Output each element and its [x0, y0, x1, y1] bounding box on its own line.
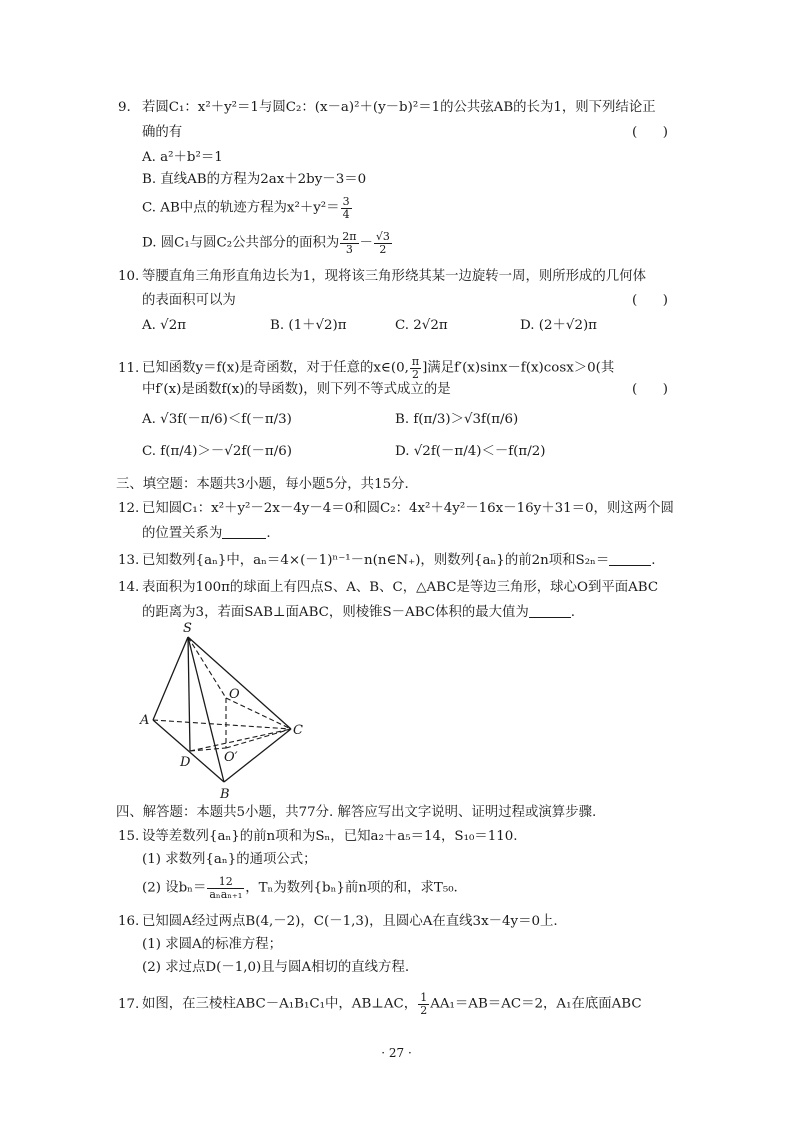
q9-option-d-text: D. 圆C₁与圆C₂公共部分的面积为 [142, 235, 340, 251]
q10-stem-text1: 等腰直角三角形直角边长为1，现将该三角形绕其某一边旋转一周，则所形成的几何体 [142, 269, 646, 284]
q15-part-2-fraction [207, 876, 244, 900]
q13-answer-blank[interactable] [609, 553, 651, 566]
q13-stem-end: . [651, 553, 656, 568]
q17-number: 17. [118, 996, 140, 1012]
q11-stem-fraction-numerator: π [411, 355, 420, 368]
q9-option-c [142, 196, 353, 220]
segment-OC-hidden [226, 698, 291, 729]
q15-stem-line [118, 830, 518, 843]
q14-stem-text2: 的距离为3，若面SAB⊥面ABC，则棱锥S－ABC体积的最大值为 [142, 605, 529, 620]
q15-part-2 [142, 876, 458, 900]
q16-number: 16. [118, 914, 140, 929]
label-A: A [140, 713, 150, 728]
q14-stem-text1: 表面积为100π的球面上有四点S、A、B、C，△ABC是等边三角形，球心O到平面ABC [142, 580, 659, 595]
q17-fraction-denominator: 2 [420, 1003, 428, 1017]
q11-stem-text1a: 已知函数y＝f(x)是奇函数，对于任意的x∈(0, [142, 360, 409, 376]
q15-part-2-tail: ，Tₙ为数列{bₙ}前n项的和，求T₅₀. [245, 880, 458, 896]
q10-stem-line1 [118, 270, 646, 283]
q17-stem-tail: AA₁＝AB＝AC＝2，A₁在底面ABC [430, 996, 642, 1012]
label-D: D [180, 755, 191, 770]
label-O-prime: O′ [224, 750, 238, 765]
q14-answer-blank[interactable] [529, 605, 571, 618]
q9-option-d [142, 231, 393, 255]
q9-option-d-fraction1 [340, 231, 358, 255]
q15-part-2-numerator: 12 [207, 876, 244, 889]
q13-stem-line [118, 553, 656, 567]
q10-option-c: C. 2√2π [395, 318, 448, 333]
q17-fraction [418, 992, 429, 1016]
edge-SB [188, 637, 224, 782]
q9-option-d-f2-numerator: √3 [375, 230, 390, 243]
q11-answer-bracket: ( ) [632, 382, 668, 397]
q14-stem-end: . [570, 605, 576, 620]
pyramid-figure [138, 618, 318, 803]
q9-option-c-text: C. AB中点的轨迹方程为x²＋y²＝ [142, 200, 340, 216]
q15-stem-text: 设等差数列{aₙ}的前n项和为Sₙ，已知a₂＋a₅＝14，S₁₀＝110. [142, 829, 518, 844]
q11-option-c: C. f(π/4)＞－√2f(－π/6) [142, 444, 292, 459]
q10-stem-line2: 的表面积可以为 [142, 293, 236, 308]
q9-option-d-fraction2 [374, 231, 392, 255]
q10-option-d: D. (2＋√2)π [520, 318, 597, 333]
q11-option-b: B. f(π/3)＞√3f(π/6) [395, 412, 519, 427]
segment-DO2-hidden [190, 748, 226, 751]
q15-part-1: (1) 求数列{aₙ}的通项公式； [142, 852, 317, 867]
q13-number: 13. [118, 553, 140, 568]
q14-number: 14. [118, 580, 140, 595]
q9-stem-line2: 确的有 [142, 125, 183, 140]
q10-answer-bracket: ( ) [632, 293, 668, 308]
q9-option-c-numerator: 3 [342, 195, 350, 208]
q9-option-c-fraction [341, 196, 352, 220]
q15-part-2-denominator: aₙaₙ₊₁ [209, 887, 243, 901]
q16-stem-line [118, 915, 558, 928]
q9-option-d-minus: － [359, 235, 373, 251]
q11-stem-fraction-denominator: 2 [411, 367, 419, 381]
q9-option-d-f1-denominator: 3 [345, 242, 353, 256]
q9-option-a: A. a²＋b²＝1 [142, 150, 223, 165]
section-3-heading: 三、填空题：本题共3小题，每小题5分，共15分. [116, 477, 409, 492]
q12-stem-text1: 已知圆C₁：x²＋y²－2x－4y－4＝0和圆C₂：4x²＋4y²－16x－16y＋31＝0，则这两个圆 [142, 501, 674, 516]
q12-stem-line2 [142, 526, 271, 540]
q13-stem-text: 已知数列{aₙ}中，aₙ＝4×(－1)ⁿ⁻¹－n(n∈N₊)，则数列{aₙ}的前2n项和S₂ₙ＝ [142, 553, 610, 568]
q14-stem-line1 [118, 581, 658, 594]
q10-option-a: A. √2π [142, 318, 187, 333]
q11-stem-fraction [410, 356, 421, 380]
edge-AC-hidden [153, 720, 291, 729]
edge-AB [153, 720, 224, 782]
q11-option-a: A. √3f(－π/6)＜f(－π/3) [142, 412, 292, 427]
q9-option-c-denominator: 4 [342, 207, 350, 221]
q12-stem-line1 [118, 502, 674, 515]
q12-stem-end: . [266, 526, 271, 541]
q16-part-1: (1) 求圆A的标准方程； [142, 937, 283, 952]
q11-stem-text1b: ]满足f′(x)sinx－f(x)cosx＞0(其 [422, 360, 615, 376]
q9-option-b: B. 直线AB的方程为2ax＋2by－3＝0 [142, 172, 367, 187]
q9-stem-line1 [118, 101, 656, 114]
label-O: O [229, 687, 240, 702]
segment-DC-hidden [190, 729, 291, 751]
q10-option-b: B. (1＋√2)π [270, 318, 347, 333]
q11-number: 11. [118, 360, 140, 376]
segment-SD [188, 637, 190, 751]
q16-part-2: (2) 求过点D(－1,0)且与圆A相切的直线方程. [142, 960, 410, 975]
q9-number: 9. [118, 100, 131, 115]
q9-answer-bracket: ( ) [632, 125, 668, 140]
q11-option-d: D. √2f(－π/4)＜－f(π/2) [395, 444, 546, 459]
q11-stem-line2: 中f′(x)是函数f(x)的导函数)，则下列不等式成立的是 [142, 382, 451, 397]
q16-stem-text: 已知圆A经过两点B(4,－2)，C(－1,3)，且圆心A在直线3x－4y＝0上. [142, 914, 558, 929]
label-C: C [293, 723, 303, 738]
q12-stem-text2: 的位置关系为 [142, 526, 223, 541]
section-4-heading: 四、解答题：本题共5小题，共77分. 解答应写出文字说明、证明过程或演算步骤. [116, 805, 597, 820]
q12-number: 12. [118, 501, 140, 516]
q17-fraction-numerator: 1 [420, 991, 428, 1004]
q10-number: 10. [118, 269, 140, 284]
q9-option-d-f1-numerator: 2π [342, 230, 357, 243]
edge-SA [153, 637, 188, 720]
q9-stem-text1: 若圆C₁：x²＋y²＝1与圆C₂：(x－a)²＋(y－b)²＝1的公共弦AB的长为1，则下列结论正 [142, 100, 656, 115]
q17-stem-line [118, 992, 642, 1016]
q12-answer-blank[interactable] [222, 526, 266, 539]
label-S: S [183, 621, 192, 636]
q9-option-d-f2-denominator: 2 [379, 242, 387, 256]
q11-stem-line1 [118, 356, 614, 380]
label-B: B [220, 787, 230, 802]
q17-stem-text: 如图，在三棱柱ABC－A₁B₁C₁中，AB⊥AC， [142, 996, 418, 1012]
segment-O2C-hidden [226, 729, 291, 748]
edge-SC [188, 637, 291, 729]
page-number: · 27 · [381, 1046, 412, 1060]
q15-part-2-text: (2) 设bₙ＝ [142, 880, 207, 896]
q15-number: 15. [118, 829, 140, 844]
segment-SO-hidden [188, 637, 226, 698]
